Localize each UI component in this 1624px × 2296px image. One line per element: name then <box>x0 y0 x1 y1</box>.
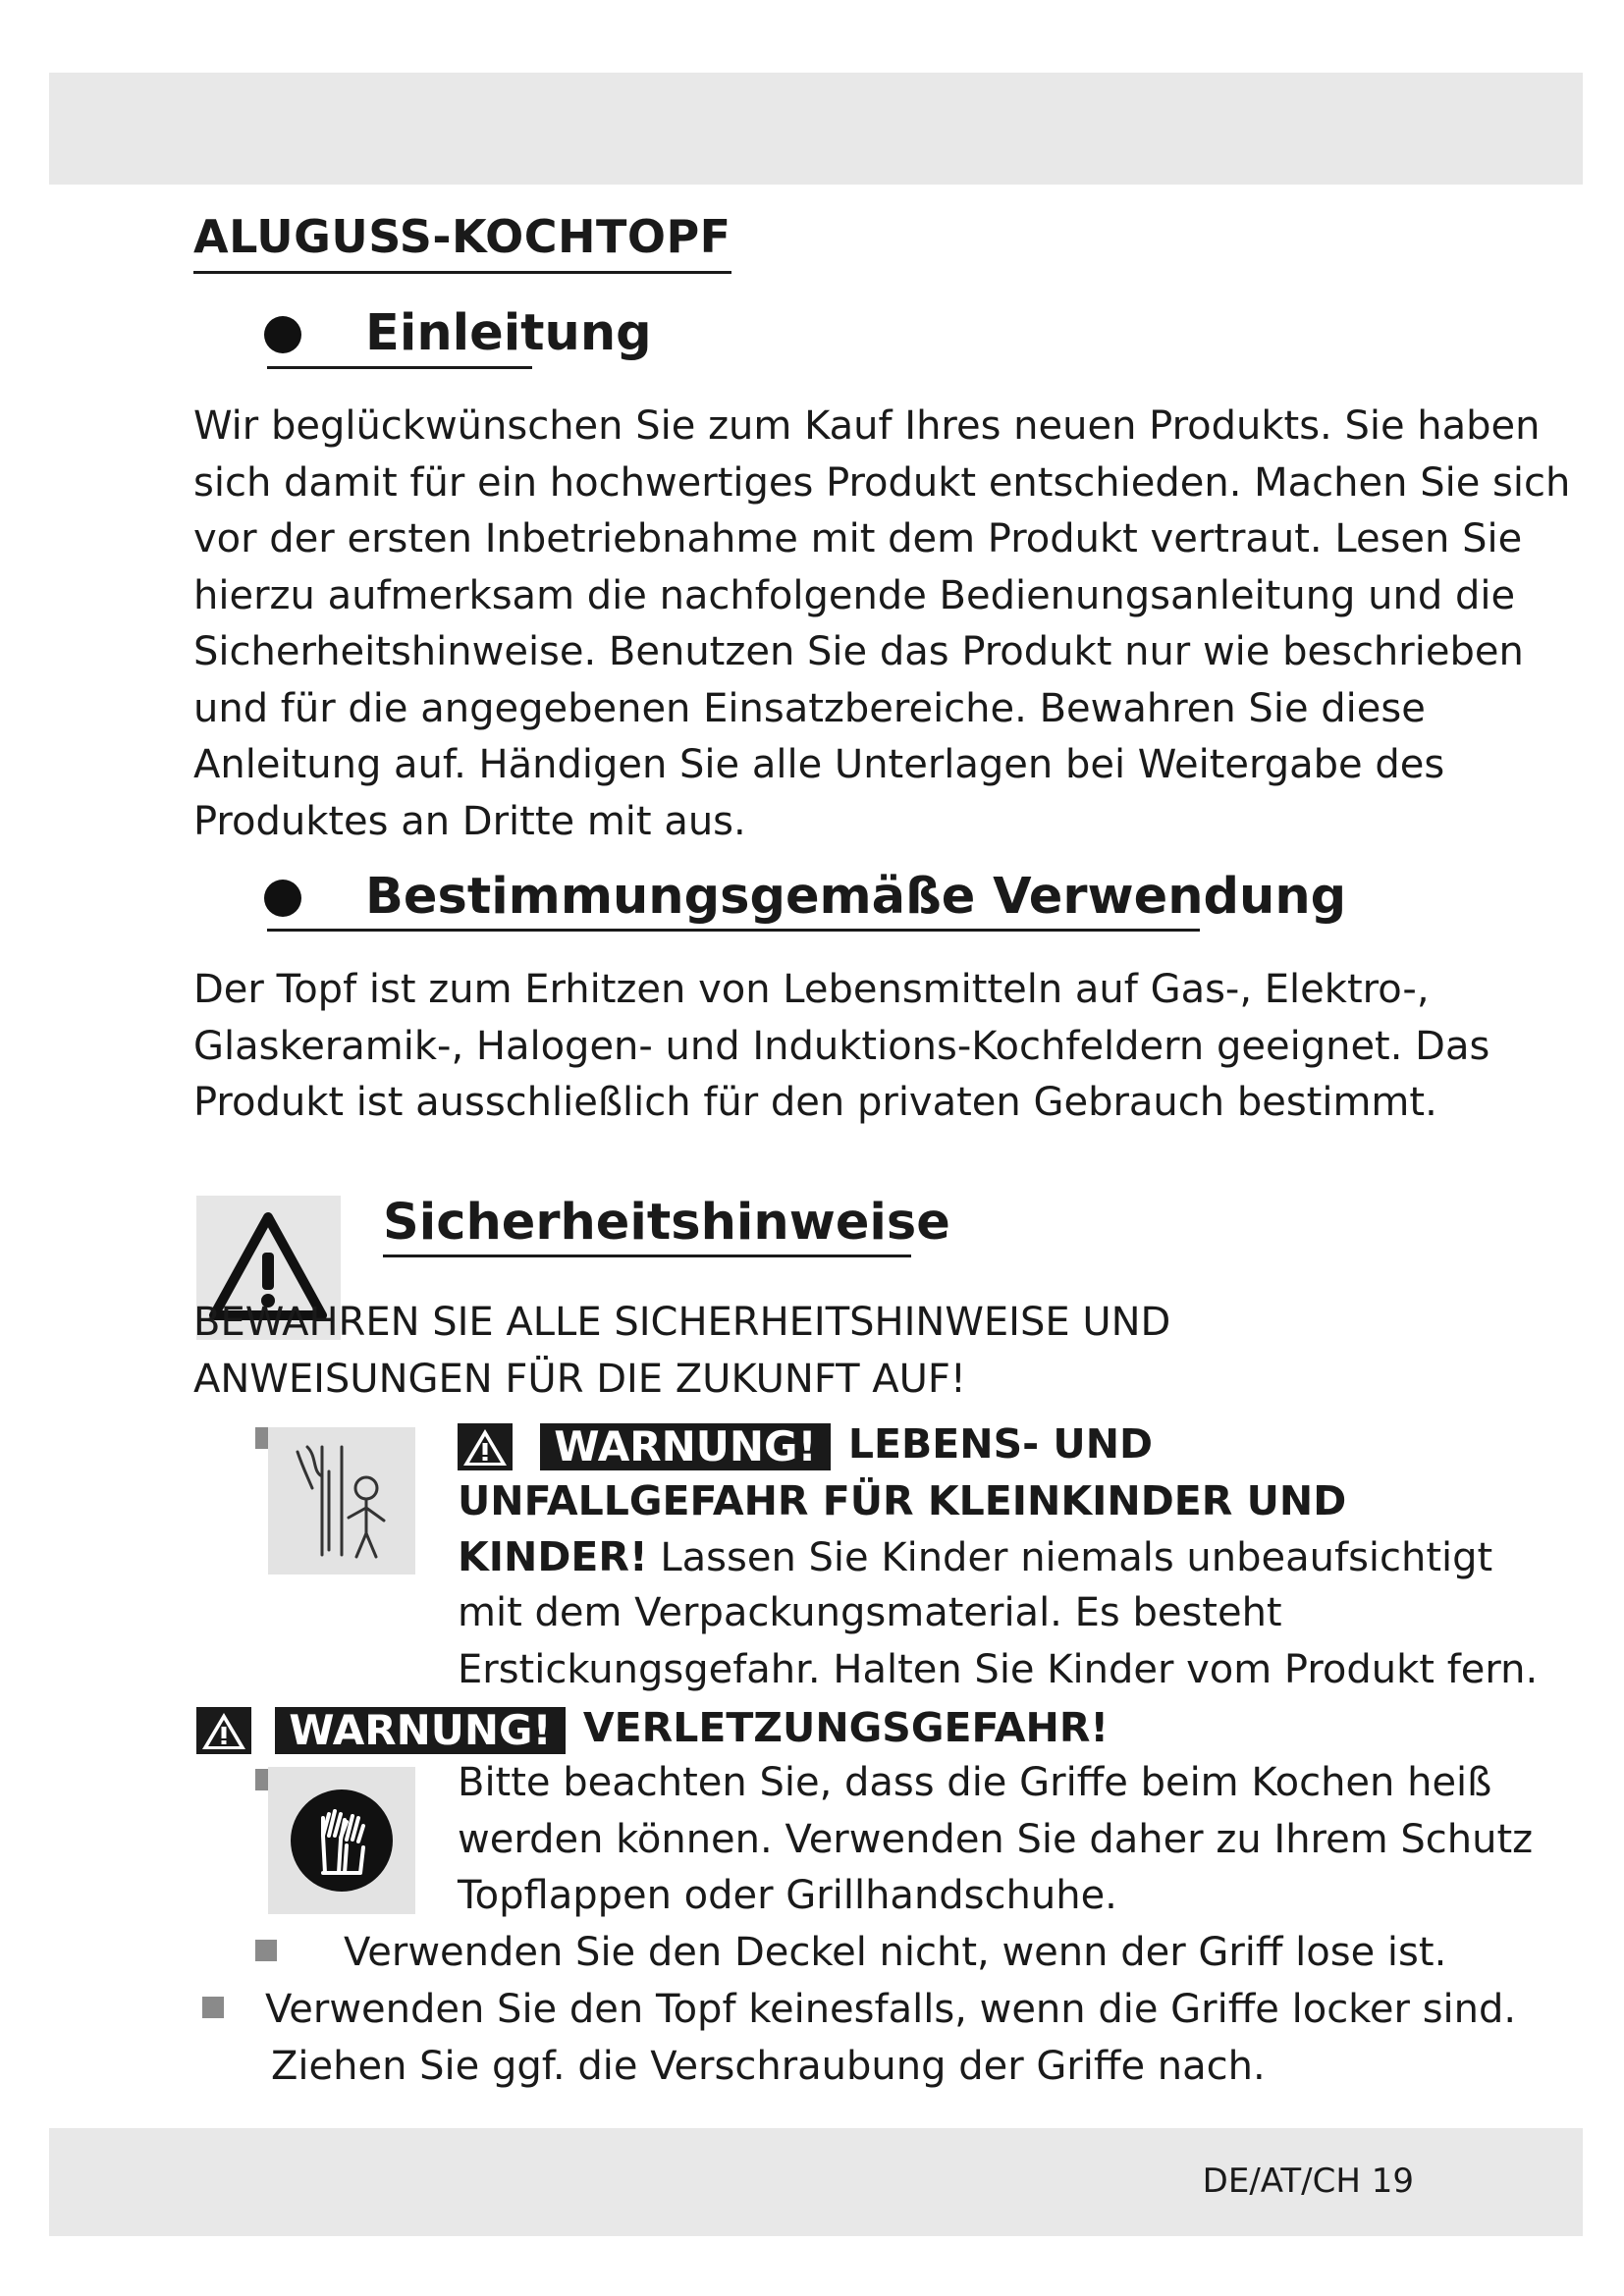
intro-line: Anleitung auf. Händigen Sie alle Unterlagen bei Weitergabe des <box>193 742 1445 787</box>
heading-underline <box>383 1255 911 1257</box>
usage-line: Glaskeramik-, Halogen- und Induktions-Kochfeldern geeignet. Das <box>193 1023 1490 1069</box>
heading-intro: Einleitung <box>365 304 652 362</box>
warning1-bold-1: LEBENS- UND <box>847 1420 1154 1468</box>
protective-gloves-icon <box>268 1767 415 1914</box>
caps-line: BEWAHREN SIE ALLE SICHERHEITSHINWEISE UND <box>193 1300 1171 1345</box>
child-image-box <box>268 1427 415 1575</box>
warning2-text-2: werden können. Verwenden Sie daher zu Ihrem Schutz <box>458 1817 1534 1862</box>
warning2-text-1: Bitte beachten Sie, dass die Griffe beim Kochen heiß <box>458 1760 1492 1805</box>
warning2-bold: VERLETZUNGSGEFAHR! <box>582 1704 1110 1751</box>
warning2-header <box>196 1699 1109 1756</box>
warning1-text-5: Erstickungsgefahr. Halten Sie Kinder vom Produkt fern. <box>458 1647 1539 1692</box>
usage-line: Der Topf ist zum Erhitzen von Lebensmitteln auf Gas-, Elektro-, <box>193 967 1430 1012</box>
section-bullet-icon <box>264 880 301 917</box>
warning-triangle-icon <box>458 1423 513 1470</box>
intro-line: Wir beglückwünschen Sie zum Kauf Ihres neuen Produkts. Sie haben <box>193 403 1541 449</box>
intro-line: Produktes an Dritte mit aus. <box>193 798 746 844</box>
warning-label: WARNUNG! <box>540 1423 830 1470</box>
warning1-bold-3: KINDER! <box>458 1533 648 1580</box>
square-bullet-icon <box>202 1997 224 2018</box>
child-suffocation-icon <box>268 1427 415 1575</box>
warning2-text-3: Topflappen oder Grillhandschuhe. <box>458 1873 1117 1918</box>
intro-line: hierzu aufmerksam die nachfolgende Bedienungsanleitung und die <box>193 572 1516 618</box>
warning1-text-3: Lassen Sie Kinder niemals unbeaufsichtigt <box>647 1535 1493 1580</box>
warning-triangle-icon <box>196 1707 251 1754</box>
safety-caps <box>193 1294 1170 1408</box>
footer-band <box>49 2128 1583 2236</box>
gloves-image-box <box>268 1767 415 1914</box>
heading-underline <box>267 929 1200 932</box>
bullet-pot-2: Ziehen Sie ggf. die Verschraubung der Griffe nach. <box>271 2044 1266 2089</box>
section-bullet-icon <box>264 316 301 353</box>
header-band <box>49 73 1583 185</box>
page-title: ALUGUSS-KOCHTOPF <box>193 210 731 274</box>
intro-line: vor der ersten Inbetriebnahme mit dem Produkt vertraut. Lesen Sie <box>193 516 1523 561</box>
bullet-pot-1: Verwenden Sie den Topf keinesfalls, wenn die Griffe locker sind. <box>265 1987 1517 2032</box>
usage-paragraph <box>193 962 1490 1132</box>
heading-safety: Sicherheitshinweise <box>383 1194 950 1252</box>
heading-usage: Bestimmungsgemäße Verwendung <box>365 868 1347 926</box>
warning-label: WARNUNG! <box>275 1707 565 1754</box>
intro-line: und für die angegebenen Einsatzbereiche. Bewahren Sie diese <box>193 685 1426 731</box>
warning1-line1 <box>458 1415 1153 1472</box>
page-number: DE/AT/CH 19 <box>1202 2162 1414 2201</box>
intro-line: sich damit für ein hochwertiges Produkt entschieden. Machen Sie sich <box>193 459 1571 506</box>
square-bullet-icon <box>255 1940 277 1961</box>
usage-line: Produkt ist ausschließlich für den privaten Gebrauch bestimmt. <box>193 1080 1437 1125</box>
warning1-line3 <box>458 1529 1492 1587</box>
heading-underline <box>267 366 532 369</box>
intro-paragraph <box>193 399 1571 850</box>
warning1-text-4: mit dem Verpackungsmaterial. Es besteht <box>458 1590 1282 1635</box>
intro-line: Sicherheitshinweise. Benutzen Sie das Produkt nur wie beschrieben <box>193 629 1524 674</box>
warning1-bold-2: UNFALLGEFAHR FÜR KLEINKINDER UND <box>458 1477 1347 1524</box>
bullet-lid: Verwenden Sie den Deckel nicht, wenn der Griff lose ist. <box>344 1930 1447 1975</box>
caps-line: ANWEISUNGEN FÜR DIE ZUKUNFT AUF! <box>193 1357 966 1402</box>
